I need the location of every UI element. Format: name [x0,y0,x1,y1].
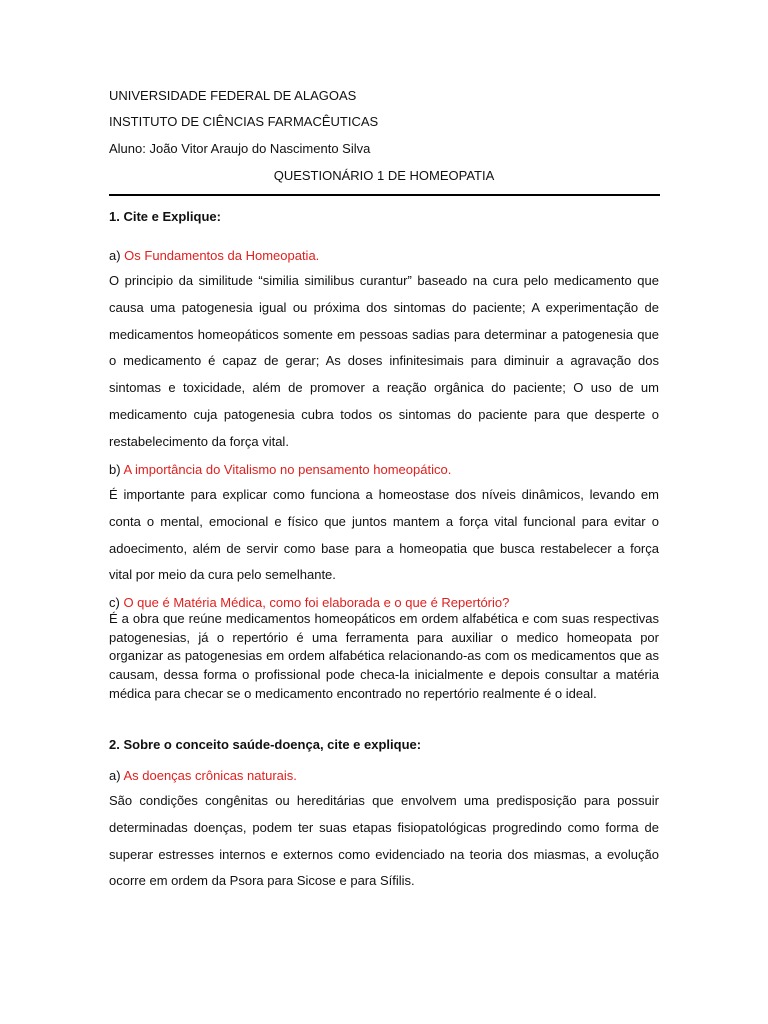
answer-1a: O principio da similitude “similia similibus curantur” baseado na cura pelo medicamento que causa uma patogenesia igual ou próxima dos sintomas do paciente; A experimentação de medicamentos homeopáticos somente em pessoas sadias para determinar a patogenesia que o medicamento é capaz de gerar; As doses infinitesimais para diminuir a agravação dos sintomas e toxicidade, além de promover a reação orgânica do paciente; O uso de um medicamento cuja patogenesia cubra todos os sintomas do paciente para que desperte o restabelecimento da força vital. [109,273,659,449]
question-2-heading: 2. Sobre o conceito saúde-doença, cite e explique: [109,737,422,752]
question-1c-label: O que é Matéria Médica, como foi elaborada e o que é Repertório? [123,595,510,610]
student-name: Aluno: João Vitor Araujo do Nascimento Silva [109,141,371,156]
question-2a-prefix: a) [109,768,124,783]
question-1a-prefix: a) [109,248,125,263]
question-1a-label: Os Fundamentos da Homeopatia. [124,248,320,263]
institute-name: INSTITUTO DE CIÊNCIAS FARMACÊUTICAS [109,114,379,129]
question-1a [109,248,319,263]
question-2a-label: As doenças crônicas naturais. [123,768,297,783]
answer-1b: É importante para explicar como funciona a homeostase dos níveis dinâmicos, levando em conta o mental, emocional e físico que juntos mantem a força vital funcional para evitar o adoecimento, além de servir como base para a homeopatia que busca restabelecer a força vital por meio da cura pelo semelhante. [109,487,659,583]
question-1c [109,595,509,610]
university-name: UNIVERSIDADE FEDERAL DE ALAGOAS [109,88,357,103]
document-title: QUESTIONÁRIO 1 DE HOMEOPATIA [273,168,495,183]
question-1b-prefix: b) [109,462,124,477]
question-1b [109,462,451,477]
question-2a [109,768,297,783]
question-1b-label: A importância do Vitalismo no pensamento homeopático. [123,462,452,477]
answer-1c: É a obra que reúne medicamentos homeopáticos em ordem alfabética e com suas respectivas patogenesias, já o repertório é uma ferramenta para auxiliar o medico homeopata por organizar as patogenesias em ordem alfabética relacionando-as com os medicamentos que as causam, dessa forma o profissional pode checa-la inicialmente e depois consultar a matéria médica para checar se o medicamento encontrado no repertório realmente é o ideal. [109,611,659,701]
answer-2a: São condições congênitas ou hereditárias que envolvem uma predisposição para possuir determinadas doenças, podem ter suas etapas fisiopatológicas progredindo como forma de superar estresses internos e externos como evidenciado na teoria dos miasmas, a evolução ocorre em ordem da Psora para Sicose e para Sífilis. [109,793,659,889]
header-divider [109,194,660,196]
question-1c-prefix: c) [109,595,124,610]
question-1-heading: 1. Cite e Explique: [109,209,221,224]
